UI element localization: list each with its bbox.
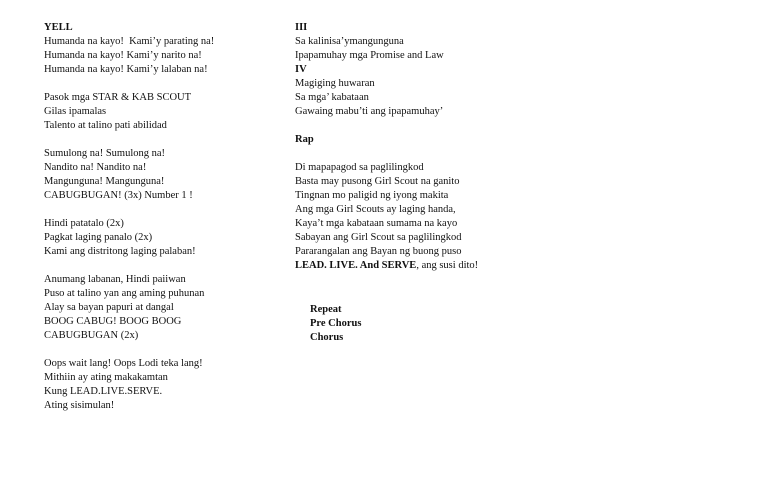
section-4-title: IV [295,64,307,75]
left-column [44,21,274,413]
lyric-line: Anumang labanan, Hindi paiiwan [44,274,186,285]
section-3-title: III [295,22,308,33]
lyric-line: Pagkat laging panalo (2x) [44,232,153,243]
lead-live-serve-text: LEAD. LIVE. And SERVE [295,260,417,271]
repeat-block [310,303,361,345]
lyric-line: Kaya’t mga kabataan sumama na kayo [295,218,458,229]
lyric-line: Magiging huwaran [295,78,375,89]
rap-last-line-rest: , ang susi dito! [416,260,479,271]
lyric-line: Ating sisimulan! [44,400,115,411]
lyric-line: Kung LEAD.LIVE.SERVE. [44,386,163,397]
lyric-line: Pararangalan ang Bayan ng buong puso [295,246,462,257]
lyric-line: Ang mga Girl Scouts ay laging handa, [295,204,456,215]
lyric-line: Humanda na kayo! Kami’y lalaban na! [44,64,208,75]
lyric-line: Hindi patatalo (2x) [44,218,124,229]
rap-title: Rap [295,134,314,145]
lyric-line: Ipapamuhay mga Promise and Law [295,50,444,61]
lyric-line: CABUGBUGAN (2x) [44,330,139,341]
lyric-line: Sabayan ang Girl Scout sa paglilingkod [295,232,462,243]
yell-title: YELL [44,22,73,33]
lyric-line: Nandito na! Nandito na! [44,162,147,173]
lyric-line: Mithiin ay ating makakamtan [44,372,168,383]
lyric-line: Sa mga’ kabataan [295,92,369,103]
lyric-line: Basta may pusong Girl Scout na ganito [295,176,460,187]
lyric-line: Kami ang distritong laging palaban! [44,246,196,257]
lyric-line: Mangunguna! Mangunguna! [44,176,165,187]
lyric-line: CABUGBUGAN! (3x) Number 1 ! [44,190,193,201]
lyric-line: Oops wait lang! Oops Lodi teka lang! [44,358,203,369]
lyric-line: Tingnan mo paligid ng iyong makita [295,190,449,201]
rap-last-line [295,259,555,273]
chorus-label: Chorus [310,332,344,343]
lyric-line: Gilas ipamalas [44,106,107,117]
pre-chorus-label: Pre Chorus [310,318,362,329]
lyric-line: Talento at talino pati abilidad [44,120,167,131]
lyric-line: Humanda na kayo! Kami’y parating na! [44,36,215,47]
lyric-line: Humanda na kayo! Kami’y narito na! [44,50,202,61]
lyric-line: Puso at talino yan ang aming puhunan [44,288,205,299]
repeat-label: Repeat [310,304,342,315]
lyric-line: Di mapapagod sa paglilingkod [295,162,424,173]
lyric-line: BOOG CABUG! BOOG BOOG [44,316,182,327]
lyric-line: Sumulong na! Sumulong na! [44,148,166,159]
lyric-line: Gawaing mabu’ti ang ipapamuhay’ [295,106,444,117]
lyric-line: Sa kalinisa’ymangunguna [295,36,404,47]
lyric-line: Pasok mga STAR & KAB SCOUT [44,92,192,103]
right-column [295,21,555,273]
lyric-line: Alay sa bayan papuri at dangal [44,302,174,313]
